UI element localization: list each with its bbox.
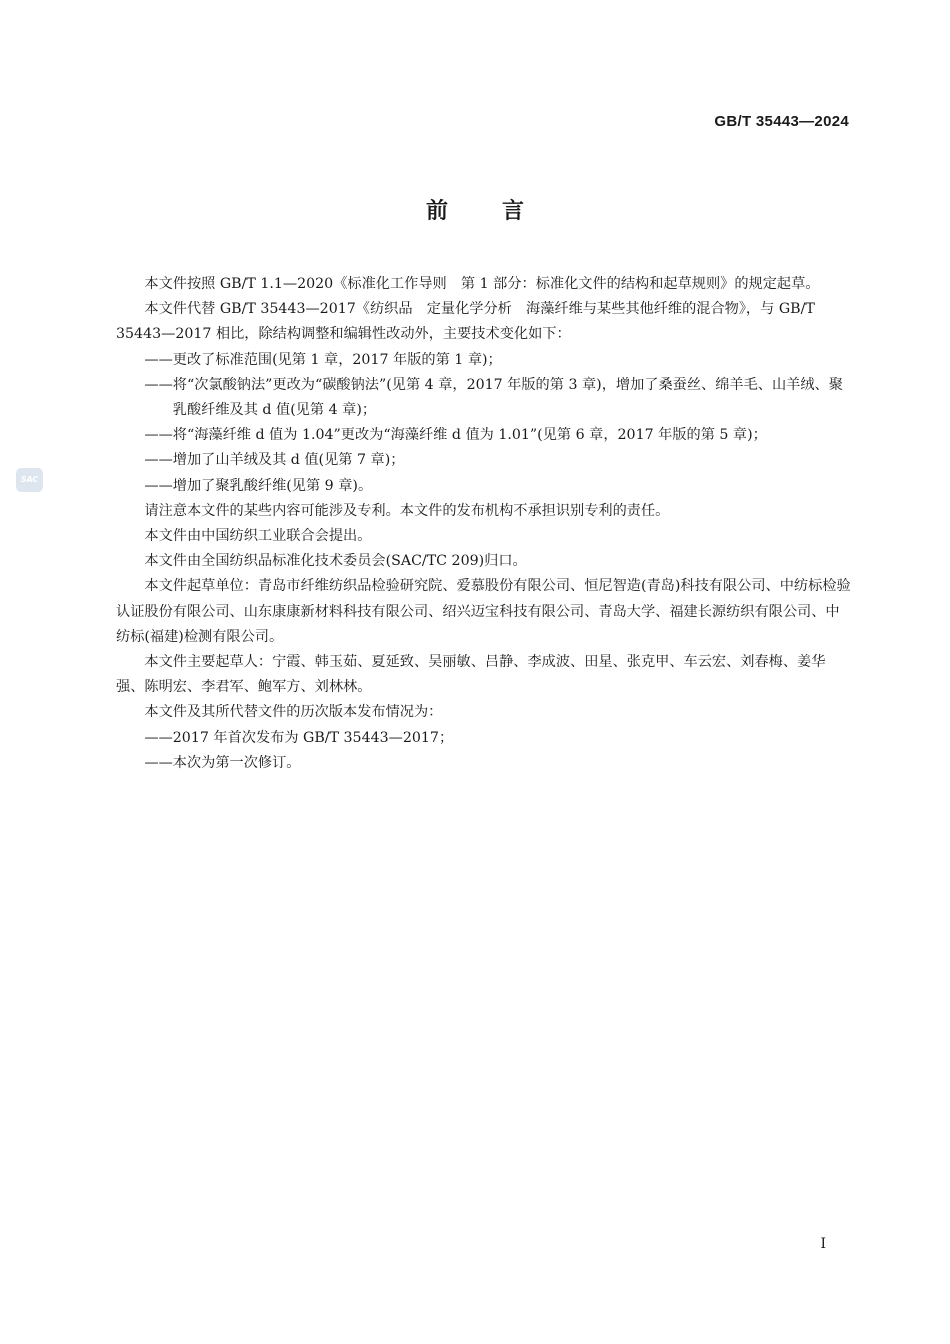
paragraph-drafters: 本文件主要起草人：宁霞、韩玉茹、夏延致、吴丽敏、吕静、李成波、田星、张克甲、车云宏、刘春梅、姜华强、陈明宏、李君军、鲍军方、刘林林。 [116,654,826,696]
paragraph-drafting-units: 本文件起草单位：青岛市纤维纺织品检验研究院、爱慕股份有限公司、恒尼智造(青岛)科技有限公司、中纺标检验认证股份有限公司、山东康康新材料科技有限公司、绍兴迈宝科技有限公司、青岛大学、福建长源纺织有限公司、中纺标(福建)检测有限公司。 [116,578,851,645]
paragraph-committee: 本文件由全国纺织品标准化技术委员会(SAC/TC 209)归口。 [144,553,527,570]
standard-number: GB/T 35443—2024 [714,113,849,130]
page-number: I [820,1236,826,1252]
paragraph-drafting-rules: 本文件按照 GB/T 1.1—2020《标准化工作导则 第 1 部分：标准化文件的结构和起草规则》的规定起草。 [144,276,820,292]
change-item-pla: ——增加了聚乳酸纤维(见第 9 章)。 [144,477,373,494]
change-item-d-value: ——将“海藻纤维 d 值为 1.04”更改为“海藻纤维 d 值为 1.01”(见第 6 章，2017 年版的第 5 章)； [144,427,767,444]
foreword-body [116,272,852,776]
paragraph-history-intro: 本文件及其所代替文件的历次版本发布情况为： [144,704,443,721]
paragraph-replacement: 本文件代替 GB/T 35443—2017《纺织品 定量化学分析 海藻纤维与某些其他纤维的混合物》，与 GB/T 35443—2017 相比，除结构调整和编辑性改动外，主要技术变化如下： [116,301,815,343]
change-item-method: ——将“次氯酸钠法”更改为“碳酸钠法”(见第 4 章，2017 年版的第 3 章)，增加了桑蚕丝、绵羊毛、山羊绒、聚乳酸纤维及其 d 值(见第 4 章)； [144,376,843,419]
paragraph-patent-notice: 请注意本文件的某些内容可能涉及专利。本文件的发布机构不承担识别专利的责任。 [144,502,670,519]
history-item-first: ——2017 年首次发布为 GB/T 35443—2017； [144,729,454,746]
change-item-cashmere: ——增加了山羊绒及其 d 值(见第 7 章)； [144,452,405,469]
sac-watermark-logo: SAC [16,468,43,492]
history-item-revision: ——本次为第一次修订。 [144,754,301,771]
change-item-scope: ——更改了标准范围(见第 1 章，2017 年版的第 1 章)； [144,351,502,368]
paragraph-proposer: 本文件由中国纺织工业联合会提出。 [144,528,372,545]
page-title: 前言 [425,199,578,224]
